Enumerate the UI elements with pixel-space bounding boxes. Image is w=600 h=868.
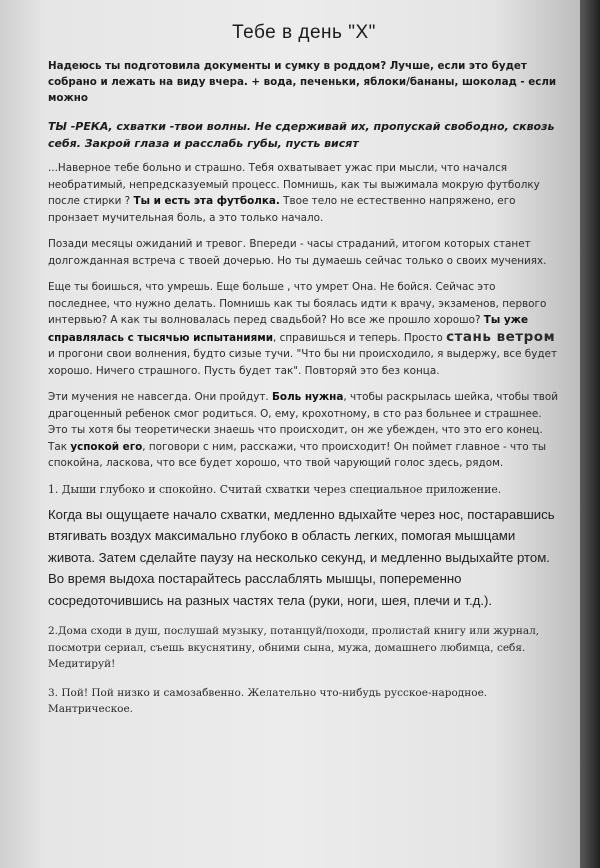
paragraph-4-emphasis-calm: успокой его [70,440,143,453]
step-2: 2.Дома сходи в душ, послушай музыку, потанцуй/походи, пролистай книгу или журнал, посмотри сериал, съешь вкуснятину, обними сына, мужа, домашнего любимца, себя. Медитируй! [48,625,540,670]
paragraph-1-text-a: ...Наверное тебе больно и страшно. Тебя охватывает ужас при мысли, что начался необратимый, непредсказуемый процесс. Помнишь, как ты выжимала мокрую футболку после стирки ? [48,162,540,207]
paragraph-1 [48,160,560,226]
paragraph-4 [48,389,560,472]
intro-paragraph: Надеюсь ты подготовила документы и сумку в роддом? Лучше, если это будет собрано и лежать на виду вчера. + вода, печеньки, яблоки/бананы, шоколад - если можно [48,60,557,104]
paragraph-4-text-e: , поговори с ним, расскажи, что происходит! Он поймет главное - что ты спокойна, ласкова, что все будет хорошо, что твой чарующий голос здесь, рядом. [48,440,547,469]
breathing-instructions: Когда вы ощущаете начало схватки, медленно вдыхайте через нос, постаравшись втягивать воздух максимально глубоко в область легких, помогая мышцами живота. Затем сделайте паузу на несколько секунд, и медленно выдыхайте ртом. Во время выдоха постарайтесь расслаблять мышцы, попеременно сосредоточившись на разных частях тела (руки, ноги, шея, плечи и т.д.). [48,506,555,608]
paragraph-3-text-c: , справишься и теперь. Просто [273,331,443,344]
paragraph-4-text-a: Эти мучения не навсегда. Они пройдут. [48,391,269,403]
paragraph-3-text-e: и прогони свои волнения, будто сизые тучи. "Что бы ни происходило, я выдержу, все будет хорошо. Ничего страшного. Пусть будет так". Повторяй это без конца. [48,348,557,377]
paragraph-3 [48,279,560,379]
paragraph-4-emphasis-pain: Боль нужна [272,391,344,403]
paragraph-3-text-a: Еще ты боишься, что умрешь. Еще больше , что умрет Она. Не бойся. Сейчас это последнее, что нужно делать. Помнишь как ты боялась идти к врачу, экзаменов, первого интервью? А как ты волновалась перед свадьбой? Но все же прошло хорошо? [48,281,547,326]
paragraph-4-text-c: , чтобы раскрылась шейка, чтобы твой драгоценный ребенок смог родиться. О, ему, крохотному, в сто раз больнее и страшнее. Это ты хотя бы теоретически знаешь что происходит, он же убежден, что это его конец. Так [48,391,558,453]
document-body [48,22,560,718]
paragraph-1-text-c: Твое тело не естественно напряжено, его пронзает мучительная боль, а это только начало. [48,195,516,224]
document-title: Тебе в день "Х" [232,22,376,43]
paragraph-3-emphasis: Ты уже справлялась с тысячью испытаниями [48,314,529,344]
slogan-paragraph: ТЫ -РЕКА, схватки -твои волны. Не сдерживай их, пропускай свободно, сквозь себя. Закрой глаза и расслабь губы, пусть висят [48,120,555,150]
paragraph-3-big-emphasis: стань ветром [446,328,556,345]
page-edge-shadow [580,0,600,868]
step-3: 3. Пой! Пой низко и самозабвенно. Желательно что-нибудь русское-народное. Мантрическое. [48,686,488,715]
step-1: 1. Дыши глубоко и спокойно. Считай схватки через специальное приложение. [48,482,502,496]
paragraph-1-emphasis: Ты и есть эта футболка. [133,195,280,207]
paragraph-2: Позади месяцы ожиданий и тревог. Впереди - часы страданий, итогом которых станет долгожданная встреча с твоей дочерью. Но ты думаешь сейчас только о своих мучениях. [48,238,547,267]
